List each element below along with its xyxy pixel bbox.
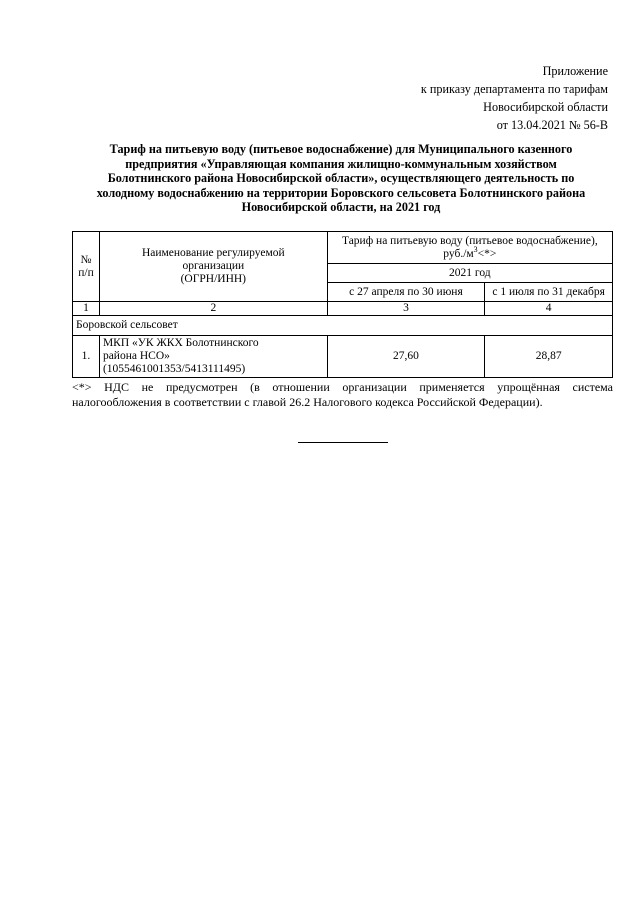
header-org-line: организации: [182, 260, 245, 272]
footnote-line: налогообложения в соответствии с главой 26.2 Налогового кодекса Российской Федерации).: [72, 394, 543, 409]
header-period-1: с 27 апреля по 30 июня: [327, 283, 485, 302]
table-header-row: [73, 232, 613, 264]
footnote-line: <*> НДС не предусмотрен (в отношении организации применяется упрощённая система: [72, 380, 613, 394]
col-number: 1: [73, 302, 100, 316]
appendix-line: Приложение: [542, 64, 608, 78]
title-line: Болотнинского района Новосибирской области», осуществляющего деятельность по: [107, 171, 575, 186]
appendix-line: к приказу департамента по тарифам: [420, 82, 608, 96]
document-title: [70, 142, 612, 215]
title-line: Тариф на питьевую воду (питьевое водоснабжение) для Муниципального казенного: [109, 142, 573, 156]
tariff-note-mark: <*>: [477, 247, 497, 260]
title-line: Новосибирской области, на 2021 год: [241, 200, 441, 215]
row-org-cell: [99, 336, 327, 378]
header-tariff-unit: [331, 244, 609, 261]
title-line: предприятия «Управляющая компания жилищно-коммунальным хозяйством: [125, 156, 557, 171]
section-cell: Боровской сельсовет: [73, 316, 613, 336]
appendix-date-line: от 13.04.2021 № 56-В: [496, 118, 608, 132]
header-org-cell: [99, 232, 327, 302]
header-org-line: (ОГРН/ИНН): [180, 273, 247, 285]
header-num-abbr: п/п: [78, 266, 94, 279]
header-year-cell: 2021 год: [327, 264, 612, 283]
row-org-line: района НСО»: [102, 350, 170, 362]
tariff-table: [72, 231, 613, 378]
header-tariff-cell: [327, 232, 612, 264]
header-tariff-line: Тариф на питьевую воду (питьевое водоснабжение),: [341, 234, 598, 247]
row-org-line: (1055461001353/5413111495): [102, 363, 246, 375]
row-value-1: 27,60: [327, 336, 485, 378]
header-org-line: Наименование регулируемой: [141, 247, 285, 259]
header-num-symbol: №: [80, 253, 92, 266]
col-number: 3: [327, 302, 485, 316]
title-line: холодному водоснабжению на территории Боровского сельсовета Болотнинского района: [96, 185, 586, 200]
table-section-row: [73, 316, 613, 336]
row-org-line: МКП «УК ЖКХ Болотнинского: [102, 337, 259, 349]
row-value-2: 28,87: [485, 336, 613, 378]
table-colnum-row: [73, 302, 613, 316]
col-number: 4: [485, 302, 613, 316]
row-num-cell: 1.: [73, 336, 100, 378]
col-number: 2: [99, 302, 327, 316]
footnote: [72, 380, 613, 410]
closing-rule: [298, 442, 388, 443]
table-row: [73, 336, 613, 378]
appendix-block: [421, 62, 608, 134]
header-num-cell: [73, 232, 100, 302]
header-period-2: с 1 июля по 31 декабря: [485, 283, 613, 302]
appendix-line: Новосибирской области: [483, 100, 608, 114]
tariff-unit-sup: 3: [473, 244, 478, 254]
tariff-unit-text: руб./м: [443, 247, 474, 260]
